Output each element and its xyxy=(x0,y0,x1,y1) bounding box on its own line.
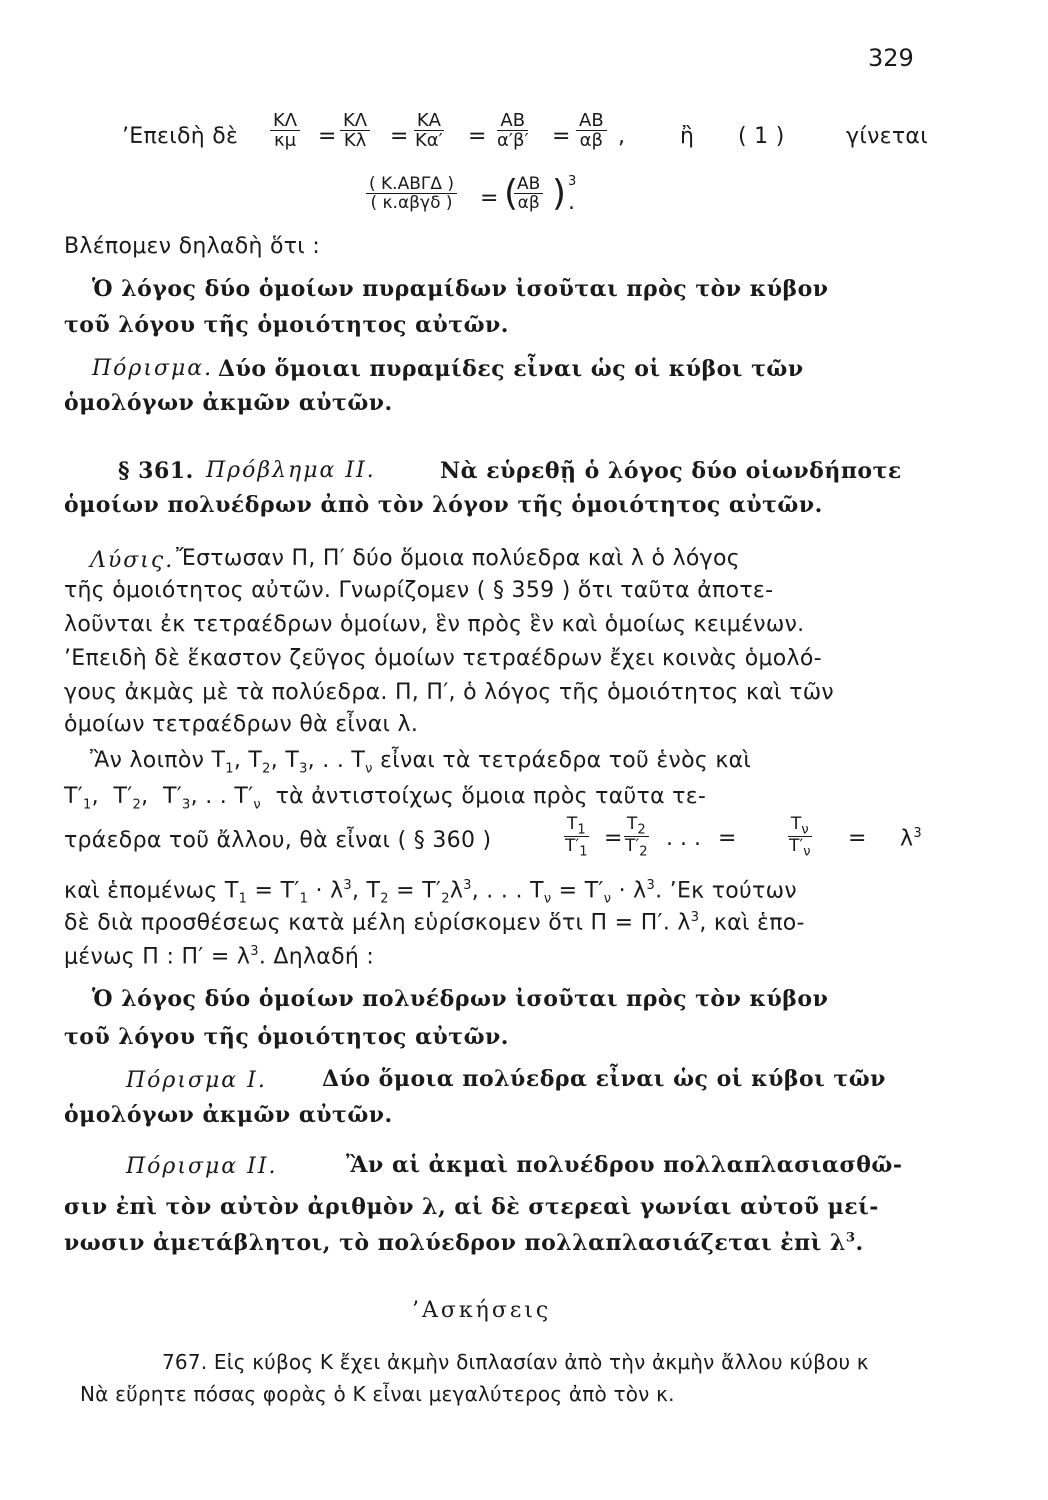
text-span: καὶ ἑπομένως xyxy=(64,878,218,904)
text-line: καὶ ἑπομένως $T_1 = T'_1 \cdot \lambda^3$, $T_2 = T'_2\lambda^3$, . . . $T_\nu = T'_\nu \cdot \lambda^3$. ’Εκ τούτων xyxy=(64,878,797,907)
theorem-line: Ὁ λόγος δύο ὁμοίων πυραμίδων ἰσοῦται πρὸς τὸν κύβον xyxy=(92,276,829,302)
text-span: νωσιν ἀμετάβλητοι, τὸ πολύεδρον πολλαπλασιάζεται ἐπὶ λ xyxy=(64,1230,846,1256)
fraction-volume-ratio xyxy=(366,176,457,212)
fraction-numerator: $T_2$ xyxy=(624,816,649,837)
text-line: $T'_1$, $T'_2$, $T'_3$, . . $T'_\nu$ τὰ ἀντιστοίχως ὅμοια πρὸς ταῦτα τε- xyxy=(64,784,707,813)
problem-text: Νὰ εὑρεθῇ ὁ λόγος δύο οἱωνδήποτε xyxy=(440,458,902,484)
text-span: λ xyxy=(900,826,914,852)
fraction-numerator: ΑΒ xyxy=(497,112,528,131)
fraction-numerator: ( Κ.ΑΒΓΔ ) xyxy=(366,176,457,194)
corollary-text: Δύο ὅμοιαι πυραμίδες εἶναι ὡς οἱ κύβοι τῶν xyxy=(218,356,804,382)
fraction-numerator: ΑΒ xyxy=(514,176,543,194)
equals-sign: = xyxy=(848,826,867,851)
right-paren: ) xyxy=(552,173,567,214)
fraction-kl-kl xyxy=(340,112,370,150)
corollary-label: Πόρισμα ΙΙ. xyxy=(126,1154,278,1179)
text-line: λοῦνται ἐκ τετραέδρων ὁμοίων, ἓν πρὸς ἓν καὶ ὁμοίως κειμένων. xyxy=(64,612,805,637)
text-span: τὰ ἀντιστοίχως ὅμοια πρὸς ταῦτα τε- xyxy=(275,784,707,809)
fraction-denominator: Κλ xyxy=(343,130,367,151)
fraction-denominator: $T'_1$ xyxy=(565,836,588,860)
period: . xyxy=(568,190,575,215)
fraction-denominator: αβ xyxy=(517,193,540,213)
formula-lead: ’Επειδὴ δὲ xyxy=(122,124,239,149)
equation-reference: ( 1 ) xyxy=(738,124,785,149)
text-line: Ἂν λοιπὸν $T_1$, $T_2$, $T_3$, . . $T_\nu$ εἶναι τὰ τετράεδρα τοῦ ἑνὸς καὶ xyxy=(90,748,752,777)
text-span: μένως Π : Π′ = λ xyxy=(64,944,251,970)
text-span: . Δηλαδή : xyxy=(258,944,375,970)
fraction-ka-ka xyxy=(412,112,446,150)
theorem-line: Ὁ λόγος δύο ὁμοίων πολυέδρων ἰσοῦται πρὸς τὸν κύβον xyxy=(92,986,829,1012)
text-span: εἶναι τὰ τετράεδρα τοῦ ἑνὸς καὶ xyxy=(380,748,752,773)
equals-sign: = xyxy=(468,124,487,149)
comma: , xyxy=(618,124,625,149)
corollary-label: Πόρισμα. xyxy=(92,356,214,381)
problem-label: Πρόβλημα ΙΙ. xyxy=(206,458,376,483)
fraction-denominator: α′β′ xyxy=(497,130,529,151)
text-line: μένως Π : $\Pi' = \lambda^3$. Δηλαδή : xyxy=(64,944,375,970)
exercise-line: 767. Εἰς κύβος Κ ἔχει ἀκμὴν διπλασίαν ἀπὸ τὴν ἀκμὴν ἄλλου κύβου κ xyxy=(162,1350,869,1374)
text-line: ὁμοίων τετραέδρων θὰ εἶναι λ. xyxy=(64,712,419,737)
text-line: Βλέπομεν δηλαδὴ ὅτι : xyxy=(64,234,321,259)
exercises-heading: ’Ασκήσεις xyxy=(412,1298,552,1323)
exponent: 3 xyxy=(568,174,577,189)
section-number: § 361. xyxy=(118,458,194,484)
exercise-line: Νὰ εὕρητε πόσας φορὰς ὁ Κ εἶναι μεγαλύτερος ἀπὸ τὸν κ. xyxy=(80,1382,675,1406)
solution-label: Λύσις. xyxy=(90,548,175,573)
corollary-text: νωσιν ἀμετάβλητοι, τὸ πολύεδρον πολλαπλασιάζεται ἐπὶ $\lambda^3$. xyxy=(64,1230,864,1256)
fraction-denominator: $T'_2$ xyxy=(625,836,648,860)
corollary-text: ὁμολόγων ἀκμῶν αὐτῶν. xyxy=(64,390,393,416)
equals-sign: = xyxy=(552,124,571,149)
text-line: δὲ διὰ προσθέσεως κατὰ μέλη εὑρίσκομεν ὅτι Π = Π′. $\lambda^3$, καὶ ἑπο- xyxy=(64,910,805,936)
text-span: ’Εκ τούτων xyxy=(669,878,797,904)
corollary-label: Πόρισμα Ι. xyxy=(126,1068,267,1093)
lambda-cubed: $\lambda^3$ xyxy=(900,826,922,852)
equals-sign: = xyxy=(604,826,623,851)
fraction-denominator: Κα′ xyxy=(415,130,443,151)
fraction-numerator: ΚΛ xyxy=(270,112,300,131)
theorem-line: τοῦ λόγου τῆς ὁμοιότητος αὐτῶν. xyxy=(64,1024,509,1050)
problem-text: ὁμοίων πολυέδρων ἀπὸ τὸν λόγον τῆς ὁμοιότητος αὐτῶν. xyxy=(64,492,823,518)
equals-sign: = xyxy=(318,124,337,149)
text-span: , καὶ ἑπο- xyxy=(699,910,805,936)
fraction-ab-a1b1 xyxy=(494,112,532,150)
fraction-denominator: ( κ.αβγδ ) xyxy=(370,193,453,213)
fraction-numerator: ΑΒ xyxy=(576,112,607,131)
fraction-numerator: ΚΛ xyxy=(340,112,370,131)
text-line: τράεδρα τοῦ ἄλλου, θὰ εἶναι ( § 360 ) xyxy=(64,828,492,853)
fraction-numerator: ΚΑ xyxy=(414,112,444,131)
fraction-denominator: αβ xyxy=(579,130,604,151)
text-span: δὲ διὰ προσθέσεως κατὰ μέλη εὑρίσκομεν ὅτι Π = Π′. λ xyxy=(64,910,691,936)
fraction-ab-ab-cubed xyxy=(514,176,543,212)
page-number: 329 xyxy=(868,44,914,72)
ellipsis: . . . xyxy=(666,826,701,851)
text-line: τῆς ὁμοιότητος αὐτῶν. Γνωρίζομεν ( § 359 ) ὅτι ταῦτα ἀποτε- xyxy=(64,578,774,603)
corollary-text: Δύο ὅμοια πολύεδρα εἶναι ὡς οἱ κύβοι τῶν xyxy=(322,1066,886,1092)
fraction-t2 xyxy=(622,816,651,859)
fraction-t1 xyxy=(562,816,591,859)
corollary-text: ὁμολόγων ἀκμῶν αὐτῶν. xyxy=(64,1102,393,1128)
equals-sign: = xyxy=(480,186,499,211)
text-span: Ἂν λοιπὸν xyxy=(90,748,205,773)
fraction-tn xyxy=(786,816,814,859)
formula-or: ἢ xyxy=(680,124,695,149)
text-span: . . Τ xyxy=(322,748,366,773)
equals-sign: = xyxy=(718,826,737,851)
theorem-line: τοῦ λόγου τῆς ὁμοιότητος αὐτῶν. xyxy=(64,312,509,338)
fraction-kl-km xyxy=(270,112,300,150)
fraction-ab-ab xyxy=(576,112,607,150)
corollary-text: σιν ἐπὶ τὸν αὐτὸν ἀριθμὸν λ, αἱ δὲ στερεαὶ γωνίαι αὐτοῦ μεί- xyxy=(64,1194,879,1220)
left-paren: ( xyxy=(504,173,519,214)
text-line: Ἔστωσαν Π, Π′ δύο ὅμοια πολύεδρα καὶ λ ὁ λόγος xyxy=(176,546,740,571)
formula-verb: γίνεται xyxy=(846,124,928,149)
corollary-text: Ἂν αἱ ἀκμαὶ πολυέδρου πολλαπλασιασθῶ- xyxy=(346,1152,903,1178)
fraction-numerator: $T_1$ xyxy=(564,816,589,837)
equals-sign: = xyxy=(390,124,409,149)
text-line: ’Επειδὴ δὲ ἕκαστον ζεῦγος ὁμοίων τετραέδρων ἔχει κοινὰς ὁμολό- xyxy=(64,646,822,671)
text-line: γους ἀκμὰς μὲ τὰ πολύεδρα. Π, Π′, ὁ λόγος τῆς ὁμοιότητος καὶ τῶν xyxy=(64,680,835,705)
fraction-denominator: κμ xyxy=(274,130,297,151)
fraction-numerator: $T_\nu$ xyxy=(788,816,812,837)
fraction-denominator: $T'_\nu$ xyxy=(789,836,811,860)
